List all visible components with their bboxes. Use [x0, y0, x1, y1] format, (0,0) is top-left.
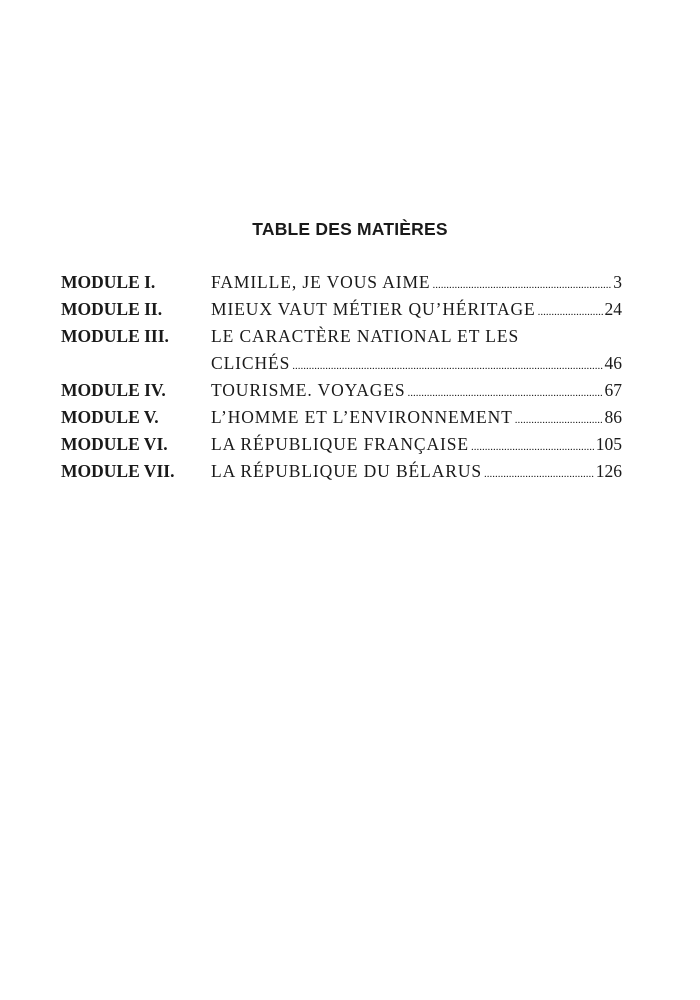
entry [211, 296, 622, 326]
page-number: 126 [595, 461, 622, 481]
toc-entry-module-3 [61, 323, 622, 377]
page-number: 3 [613, 272, 622, 292]
page-number: 86 [604, 407, 622, 427]
entry-title: LA RÉPUBLIQUE FRANÇAISE [211, 434, 469, 454]
entry-title: LA RÉPUBLIQUE DU BÉLARUS [211, 461, 482, 481]
page-number: 24 [604, 299, 622, 319]
toc-entry-module-7 [61, 458, 622, 485]
entry-line-2 [211, 350, 622, 380]
entry-title: MIEUX VAUT MÉTIER QU’HÉRITAGE [211, 299, 536, 319]
entry [211, 404, 622, 434]
dot-leader [538, 299, 603, 326]
dot-leader [408, 380, 603, 407]
page-number: 105 [595, 434, 622, 454]
toc-entry-module-6 [61, 431, 622, 458]
entry-title: FAMILLE, JE VOUS AIME [211, 272, 431, 292]
module-label: MODULE II. [61, 299, 163, 319]
entry [211, 431, 622, 461]
module-label: MODULE VI. [61, 434, 168, 454]
module-label: MODULE IV. [61, 380, 166, 400]
entry [211, 377, 622, 407]
toc-entry-module-1 [61, 269, 622, 296]
module-label: MODULE VII. [61, 461, 175, 481]
entry [211, 269, 622, 299]
page-number: 46 [604, 353, 622, 373]
entry-title-line-1: LE CARACTÈRE NATIONAL ET LES [211, 326, 520, 346]
dot-leader [292, 353, 602, 380]
dot-leader [484, 461, 594, 488]
toc-title: TABLE DES MATIÈRES [252, 219, 448, 239]
toc-entry-module-5 [61, 404, 622, 431]
entry-title-line-2: CLICHÉS [211, 353, 291, 373]
module-label: MODULE V. [61, 407, 159, 427]
module-label: MODULE III. [61, 326, 169, 346]
entry [211, 458, 622, 488]
dot-leader [471, 434, 594, 461]
toc-entry-module-2 [61, 296, 622, 323]
module-label: MODULE I. [61, 272, 156, 292]
toc-entry-module-4 [61, 377, 622, 404]
entry-title: TOURISME. VOYAGES [211, 380, 406, 400]
entry [211, 323, 622, 380]
entry-title: L’HOMME ET L’ENVIRONNEMENT [211, 407, 513, 427]
dot-leader [515, 407, 603, 434]
page-number: 67 [604, 380, 622, 400]
table-of-contents [61, 269, 622, 485]
dot-leader [433, 272, 612, 299]
